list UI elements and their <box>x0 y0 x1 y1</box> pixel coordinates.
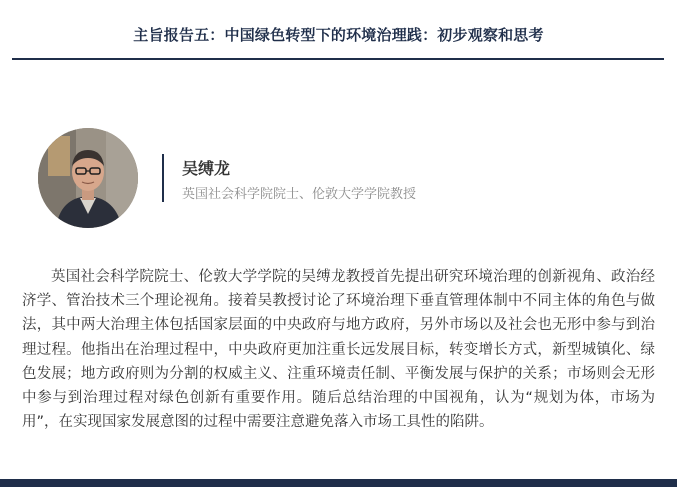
portrait-image <box>38 128 138 228</box>
profile-divider <box>162 154 164 202</box>
header <box>0 0 677 60</box>
speaker-name: 吴缚龙 <box>182 159 231 178</box>
footer-bar <box>0 479 677 487</box>
report-summary: 英国社会科学院院士、伦敦大学学院的吴缚龙教授首先提出研究环境治理的创新视角、政治经济学、管治技术三个理论视角。接着吴教授讨论了环境治理下垂直管理体制中不同主体的角色与做法，其中两大治理主体包括国家层面的中央政府与地方政府，另外市场以及社会也无形中参与到治理过程。他指出在治理过程中，中央政府更加注重长远发展目标，转变增长方式，新型城镇化、绿色发展；地方政府则为分割的权威主义、注重环境责任制、平衡发展与保护的关系；市场则会无形中参与到治理过程对绿色创新有重要作用。随后总结治理的中国视角，认为“规划为体，市场为用”，在实现国家发展意图的过程中需要注意避免落入市场工具性的陷阱。 <box>22 269 655 431</box>
page-title: 主旨报告五：中国绿色转型下的环境治理践：初步观察和思考 <box>133 26 544 44</box>
speaker-affiliation: 英国社会科学院院士、伦敦大学学院教授 <box>182 187 417 202</box>
speaker-photo <box>38 128 138 228</box>
title-divider <box>12 58 664 60</box>
